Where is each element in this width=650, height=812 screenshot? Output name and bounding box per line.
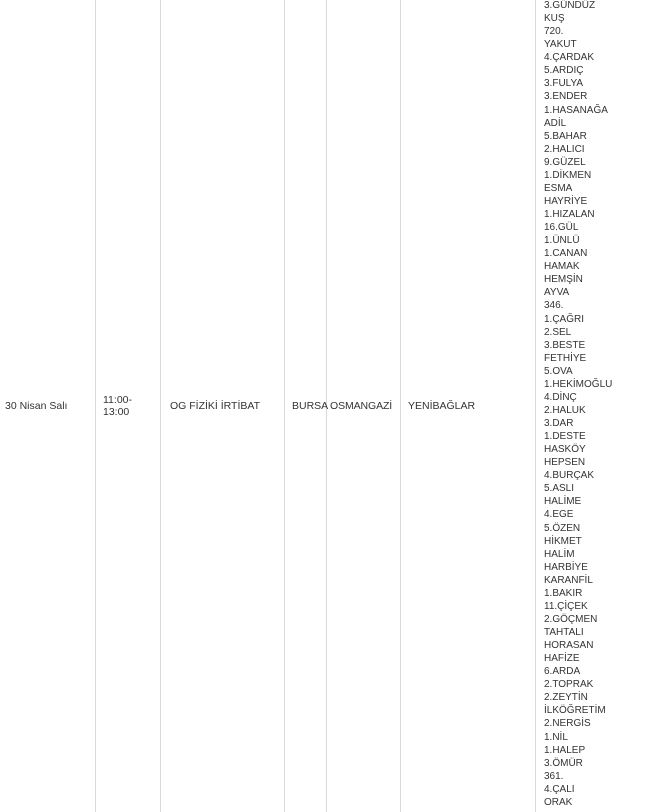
street-item: ESMA	[544, 182, 573, 194]
street-item: 1.CANAN	[544, 248, 588, 260]
time-end: 13:00	[103, 406, 130, 418]
street-item: HAFİZE	[544, 653, 580, 665]
street-item: HEMŞİN	[544, 274, 583, 286]
street-item: 2.SEL	[544, 326, 572, 338]
street-item: 1.DİKMEN	[544, 169, 592, 181]
street-item: 3.GÜNDÜZ	[544, 0, 596, 11]
outage-type-cell: OG FİZİKİ İRTİBAT	[170, 400, 261, 412]
street-item: 1.NİL	[544, 731, 568, 743]
street-item: 4.EGE	[544, 509, 574, 521]
street-item: 346.	[544, 300, 564, 312]
street-item: HİKMET	[544, 535, 582, 547]
street-item: AYVA	[544, 287, 570, 299]
street-item: HAYRİYE	[544, 195, 588, 207]
streets-cell	[544, 0, 612, 809]
street-item: 2.NERGİS	[544, 718, 591, 730]
street-item: 11.ÇİÇEK	[544, 600, 588, 612]
street-item: 1.DESTE	[544, 431, 586, 443]
street-item: HAMAK	[544, 261, 580, 273]
street-item: HALİME	[544, 496, 582, 508]
street-item: 720.	[544, 26, 564, 38]
street-item: FETHİYE	[544, 352, 587, 364]
street-item: 1.HEKİMOĞLU	[544, 378, 613, 390]
street-item: 5.ASLI	[544, 483, 575, 495]
street-item: KUŞ	[544, 13, 565, 25]
column-divider	[160, 0, 161, 812]
column-divider	[284, 0, 285, 812]
street-item: 3.DAR	[544, 418, 574, 429]
street-item: 1.ÇAĞRI	[544, 313, 585, 325]
street-item: 2.GÖÇMEN	[544, 613, 598, 625]
street-item: 1.BAKIR	[544, 587, 583, 599]
street-item: 2.HALUK	[544, 404, 586, 416]
time-start: 11:00-	[103, 394, 132, 406]
neighborhood-cell: YENİBAĞLAR	[408, 400, 476, 412]
column-divider	[95, 0, 96, 812]
street-item: ORAK	[544, 796, 573, 808]
column-divider	[400, 0, 401, 812]
street-item: 5.OVA	[544, 365, 573, 377]
street-item: 3.FULYA	[544, 78, 584, 90]
street-item: 4.ÇALI	[544, 783, 575, 795]
street-item: 361.	[544, 770, 564, 782]
street-item: 16.GÜL	[544, 222, 579, 234]
street-item: ADİL	[544, 117, 567, 129]
street-item: 3.ENDER	[544, 91, 588, 103]
street-item: 1.HASANAĞA	[544, 104, 608, 116]
district-cell: OSMANGAZİ	[330, 400, 393, 412]
street-item: 2.ZEYTİN	[544, 692, 588, 704]
street-item: TAHTALI	[544, 627, 584, 638]
street-item: 2.HALICI	[544, 143, 585, 155]
date-cell: 30 Nisan Salı	[5, 400, 68, 412]
street-item: 5.BAHAR	[544, 130, 587, 142]
street-item: 5.ARDIÇ	[544, 65, 584, 77]
street-item: 2.TOPRAK	[544, 679, 594, 691]
street-item: 4.ÇARDAK	[544, 52, 595, 64]
street-item: 6.ARDA	[544, 666, 581, 678]
street-item: YAKUT	[544, 39, 577, 51]
street-item: 9.GÜZEL	[544, 156, 586, 168]
street-item: 4.BURÇAK	[544, 470, 595, 482]
time-cell	[103, 394, 143, 418]
street-item: 3.ÖMÜR	[544, 757, 583, 769]
street-item: HORASAN	[544, 640, 594, 652]
street-item: HALİM	[544, 548, 575, 560]
street-item: 1.HIZALAN	[544, 209, 595, 220]
street-item: HEPSEN	[544, 457, 586, 469]
street-item: HASKÖY	[544, 444, 586, 456]
column-divider	[535, 0, 536, 812]
street-item: KARANFİL	[544, 574, 593, 586]
street-item: 4.DİNÇ	[544, 391, 577, 403]
street-item: 5.ÖZEN	[544, 522, 581, 534]
street-item: İLKÖĞRETİM	[544, 705, 606, 717]
street-item: 3.BESTE	[544, 339, 586, 351]
street-item: 1.ÜNLÜ	[544, 235, 580, 247]
city-cell: BURSA	[292, 400, 329, 412]
street-item: HARBİYE	[544, 561, 588, 573]
street-item: 1.HALEP	[544, 744, 586, 756]
